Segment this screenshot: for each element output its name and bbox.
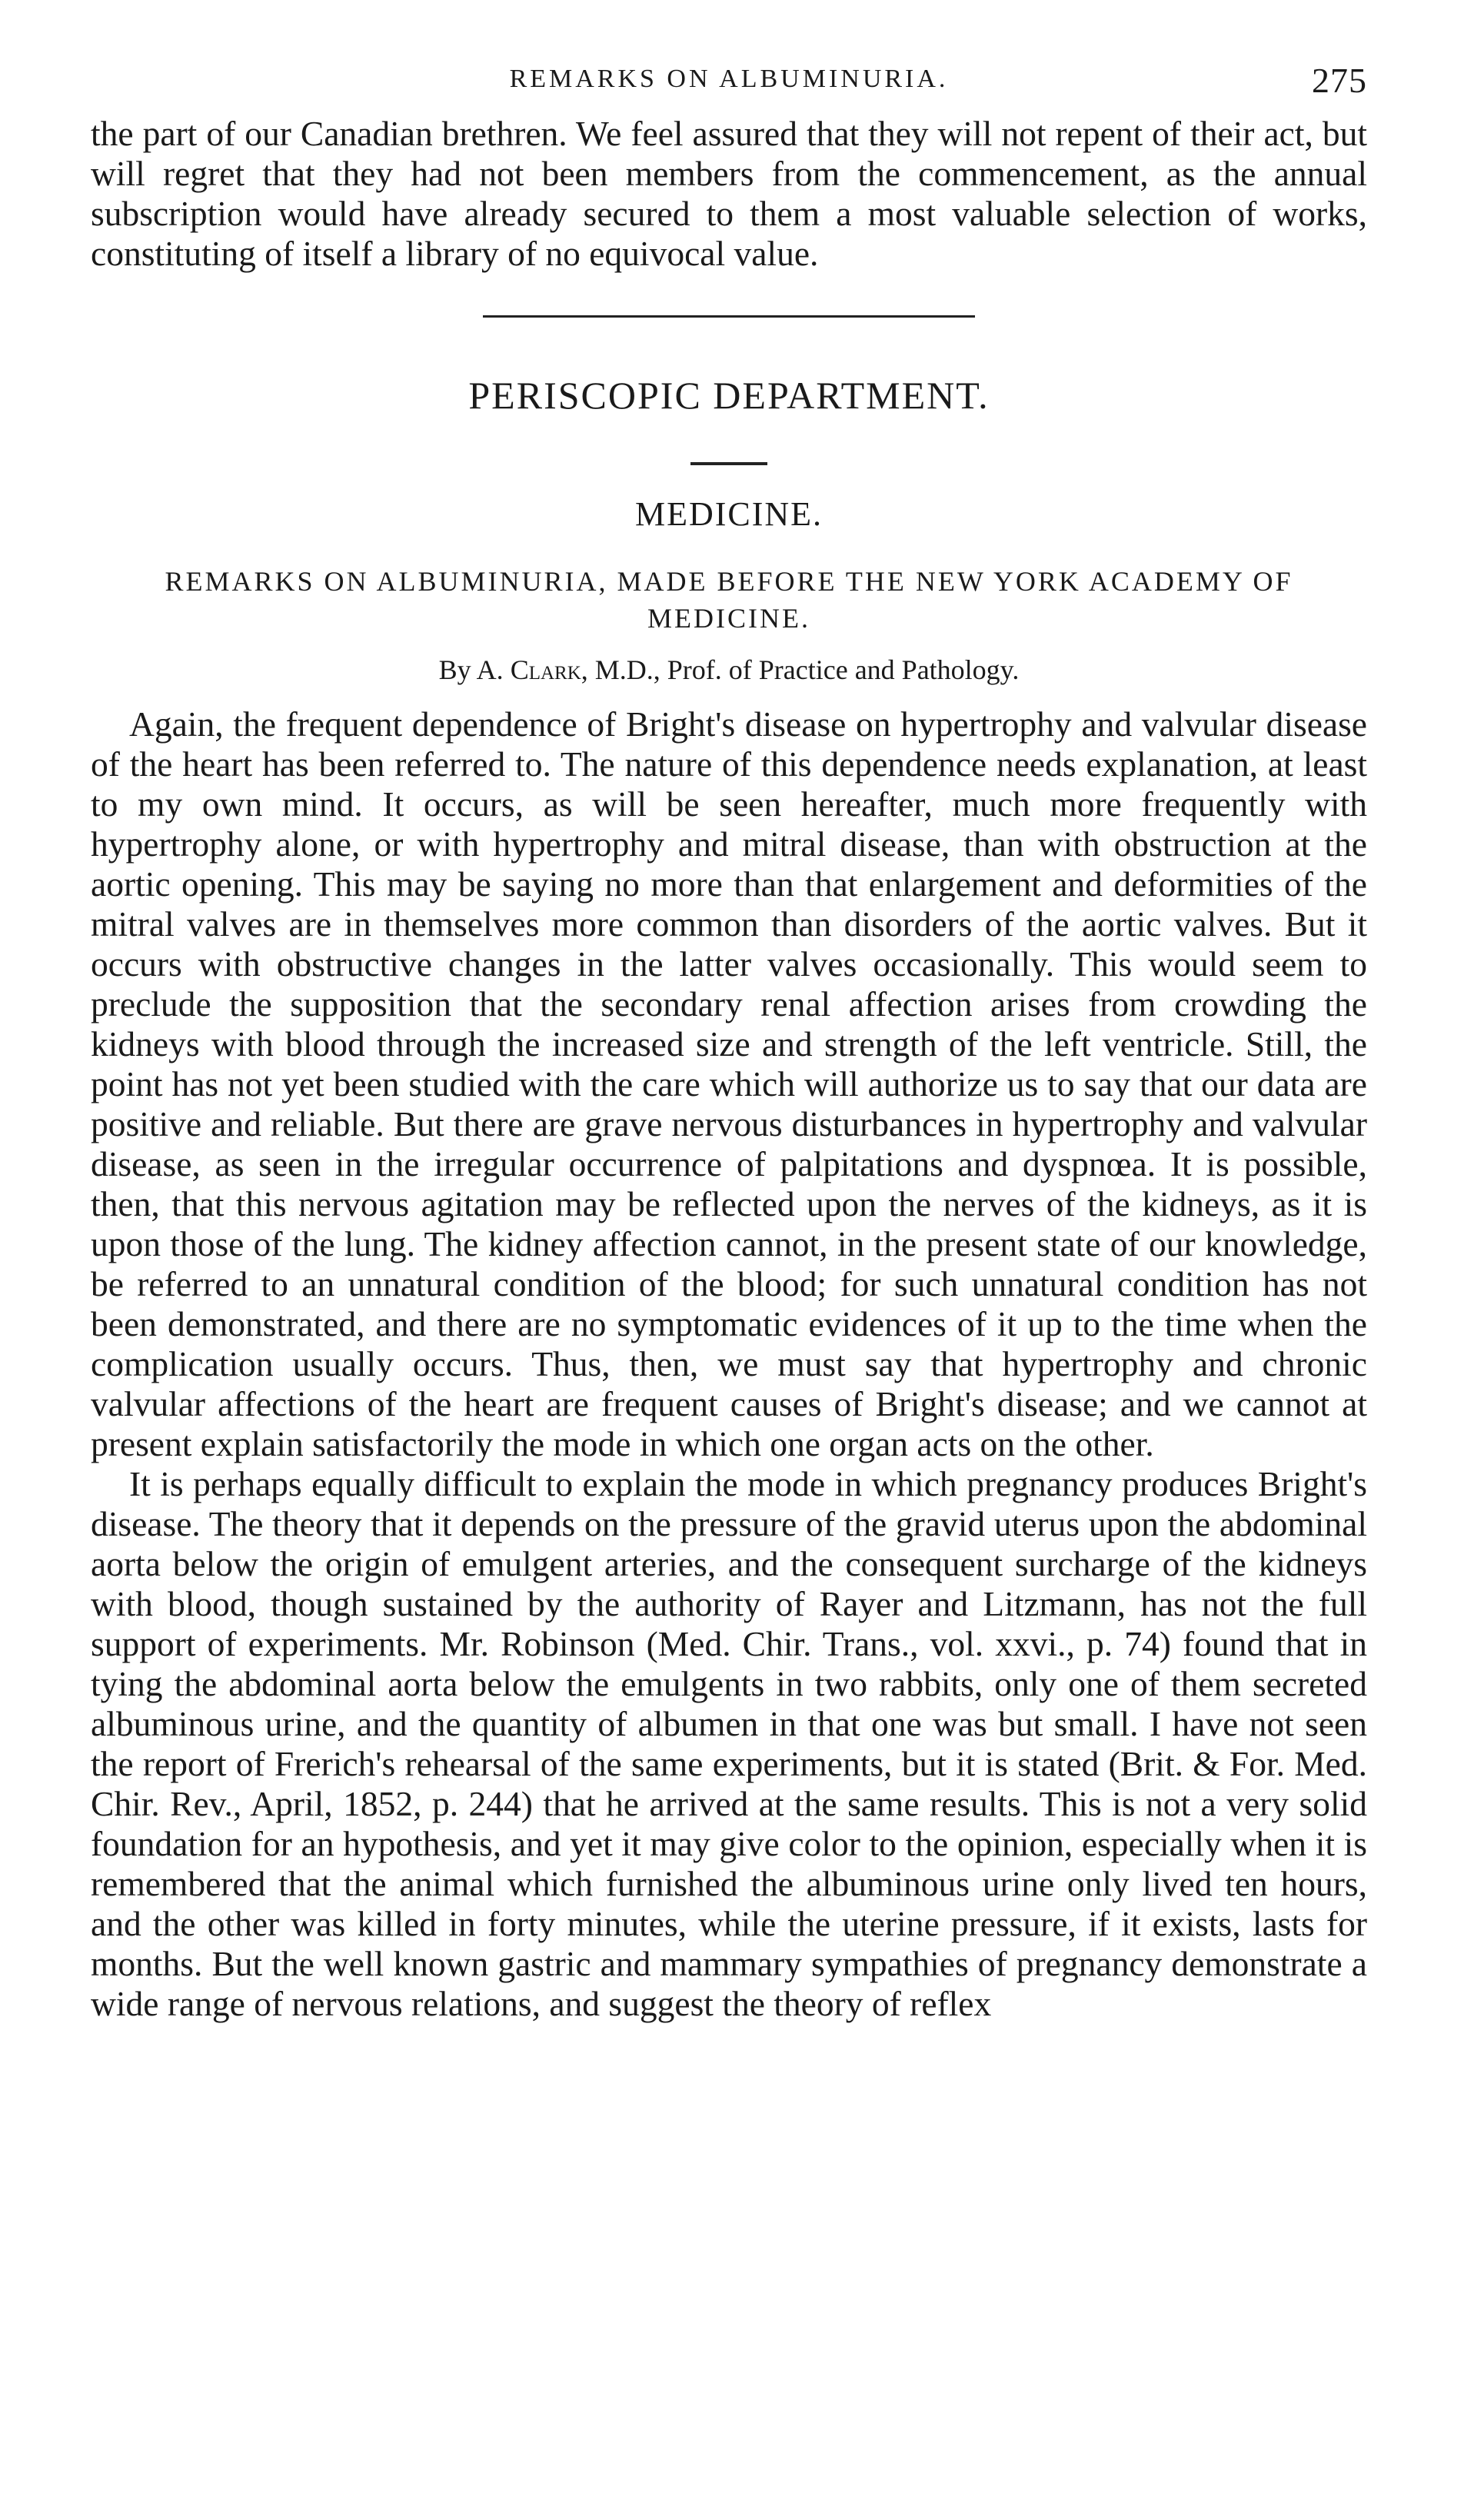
- byline: [91, 654, 1367, 686]
- byline-suffix: , M.D., Prof. of Practice and Pathology.: [581, 654, 1020, 685]
- article-paragraph-1: Again, the frequent dependence of Bright's disease on hypertrophy and valvular disease of the heart has been referred to. The nature of this dependence needs explanation, at least to my own mind. It occurs, as will be seen hereafter, much more frequently with hypertrophy alone, or with hypertrophy and mitral disease, than with obstruction at the aortic opening. This may be saying no more than that enlargement and deformities of the mitral valves are in themselves more common than disorders of the aortic valves. But it occurs with obstructive changes in the latter valves occasionally. This would seem to preclude the supposition that the secondary renal affection arises from crowding the kidneys with blood through the increased size and strength of the left ventricle. Still, the point has not yet been studied with the care which will authorize us to say that our data are positive and reliable. But there are grave nervous disturbances in hypertrophy and valvular disease, as seen in the irregular occurrence of palpitations and dyspnœa. It is possible, then, that this nervous agitation may be reflected upon the nerves of the kidneys, as it is upon those of the lung. The kidney affection cannot, in the present state of our knowledge, be referred to an unnatural condition of the blood; for such unnatural condition has not been demonstrated, and there are no symptomatic evidences of it up to the time when the complication usually occurs. Thus, then, we must say that hypertrophy and chronic valvular affections of the heart are frequent causes of Bright's disease; and we cannot at present explain satisfactorily the mode in which one organ acts on the other.: [91, 704, 1367, 1463]
- intro-paragraph: the part of our Canadian brethren. We feel assured that they will not repent of their act, but will regret that they had not been members from the commencement, as the annual subscription would have already secured to them a most valuable selection of works, constituting of itself a library of no equivocal value.: [91, 114, 1367, 273]
- article-paragraph-2: It is perhaps equally difficult to explain the mode in which pregnancy produces Bright's disease. The theory that it depends on the pressure of the gravid uterus upon the abdominal aorta below the origin of emulgent arteries, and the consequent surcharge of the kidneys with blood, though sustained by the authority of Rayer and Litzmann, has not the full support of experiments. Mr. Robinson (Med. Chir. Trans., vol. xxvi., p. 74) found that in tying the abdominal aorta below the emulgents in two rabbits, only one of them secreted albuminous urine, and the quantity of albumen in that one was but small. I have not seen the report of Frerich's rehearsal of the same experiments, but it is stated (Brit. & For. Med. Chir. Rev., April, 1852, p. 244) that he arrived at the same results. This is not a very solid foundation for an hypothesis, and yet it may give color to the opinion, especially when it is remembered that the animal which furnished the albuminous urine only lived ten hours, and the other was killed in forty minutes, while the uterine pressure, if it exists, lasts for months. But the well known gastric and mammary sympathies of pregnancy demonstrate a wide range of nervous relations, and suggest the theory of reflex: [91, 1464, 1367, 2023]
- byline-prefix: By A.: [438, 654, 504, 685]
- short-divider: [690, 462, 767, 465]
- byline-author: Clark: [510, 654, 581, 685]
- section-title: MEDICINE.: [634, 495, 824, 533]
- book-page: [91, 60, 1367, 2024]
- section-divider: [483, 315, 975, 318]
- article-title: REMARKS ON ALBUMINURIA, MADE BEFORE THE NEW YORK ACADEMY OF MEDICINE.: [165, 566, 1293, 634]
- running-title: REMARKS ON ALBUMINURIA.: [509, 65, 949, 93]
- page-number: 275: [1312, 61, 1367, 100]
- department-title: PERISCOPIC DEPARTMENT.: [468, 374, 990, 417]
- running-header: [91, 60, 1367, 114]
